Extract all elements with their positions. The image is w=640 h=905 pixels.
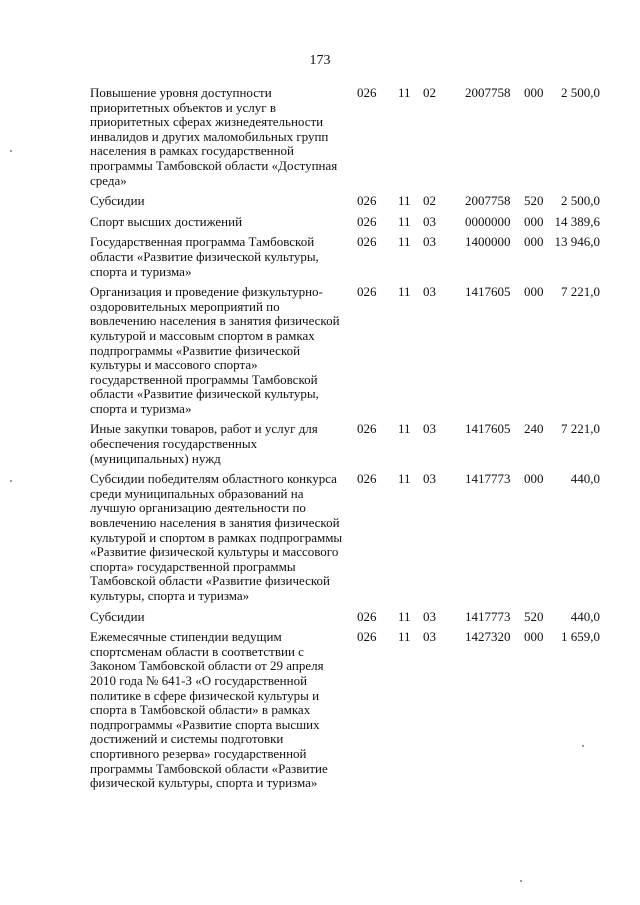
row-department-code: 026 <box>357 284 377 300</box>
row-name: Спорт высших достижений <box>90 213 243 229</box>
row-expense-type-code: 000 <box>524 85 544 100</box>
row-expense-type-code: 520 <box>524 193 544 209</box>
row-name: Ежемесячные стипендии ведущим спортсменам области в соответствии с Законом Тамбовской области от 29 апреля 2010 года № 641-З «О государственной политике в сфере физической культуры и спорта в Тамбовской области» в рамках подпрограммы «Развитие спорта высших достижений и системы подготовки спортивного резерва» государственной программы Тамбовской области «Развитие физической культуры, спорта и туризма» <box>90 629 328 791</box>
row-amount: 7 221,0 <box>561 284 600 300</box>
row-subsection-code: 03 <box>423 471 436 487</box>
row-target-article-code: 1417773 <box>465 471 511 487</box>
row-name: Иные закупки товаров, работ и услуг для обеспечения государственных (муниципальных) нужд <box>90 421 318 466</box>
table-row <box>90 194 600 209</box>
row-department-code: 026 <box>357 85 377 100</box>
row-target-article-code: 1417605 <box>465 284 511 300</box>
table-row <box>90 610 600 625</box>
row-subsection-code: 03 <box>423 421 436 437</box>
row-subsection-code: 03 <box>423 284 436 300</box>
scan-speck <box>10 150 12 152</box>
row-name: Субсидии <box>90 193 145 209</box>
row-amount: 1 659,0 <box>561 629 600 645</box>
row-section-code: 11 <box>398 629 411 645</box>
table-row <box>90 285 600 416</box>
row-section-code: 11 <box>398 421 411 437</box>
row-section-code: 11 <box>398 284 411 300</box>
row-department-code: 026 <box>357 471 377 487</box>
row-amount: 440,0 <box>570 608 600 624</box>
row-expense-type-code: 000 <box>524 234 544 250</box>
row-subsection-code: 03 <box>423 629 436 645</box>
row-name: Повышение уровня доступности приоритетных объектов и услуг в приоритетных сферах жизнедеятельности инвалидов и других маломобильных групп населения в рамках государственной программы Тамбовской области «Доступная среда» <box>90 85 338 188</box>
row-expense-type-code: 000 <box>524 213 544 229</box>
budget-table <box>90 86 600 797</box>
row-target-article-code: 2007758 <box>465 193 511 209</box>
table-row <box>90 86 600 188</box>
row-target-article-code: 0000000 <box>465 213 511 229</box>
row-department-code: 026 <box>357 193 377 209</box>
row-expense-type-code: 520 <box>524 608 544 624</box>
row-expense-type-code: 000 <box>524 629 544 645</box>
table-row <box>90 472 600 603</box>
row-amount: 2 500,0 <box>561 193 600 209</box>
row-subsection-code: 03 <box>423 234 436 250</box>
row-amount: 14 389,6 <box>554 213 600 229</box>
row-amount: 13 946,0 <box>554 234 600 250</box>
scan-speck <box>10 480 12 482</box>
row-subsection-code: 02 <box>423 193 436 209</box>
row-section-code: 11 <box>398 85 411 100</box>
row-department-code: 026 <box>357 234 377 250</box>
table-row <box>90 422 600 466</box>
page-number: 173 <box>309 53 331 68</box>
row-subsection-code: 03 <box>423 608 436 624</box>
row-target-article-code: 1427320 <box>465 629 511 645</box>
row-section-code: 11 <box>398 193 411 209</box>
row-name: Государственная программа Тамбовской области «Развитие физической культуры, спорта и туризма» <box>90 234 319 279</box>
table-row <box>90 215 600 230</box>
row-amount: 7 221,0 <box>561 421 600 437</box>
row-target-article-code: 1417773 <box>465 608 511 624</box>
row-expense-type-code: 000 <box>524 284 544 300</box>
scan-speck <box>520 880 522 882</box>
table-row <box>90 630 600 791</box>
row-name: Субсидии победителям областного конкурса среди муниципальных образований на лучшую организацию деятельности по вовлечению населения в занятия физической культурой и спортом в рамках подпрограммы «Развитие физической культуры и массового спорта» государственной программы Тамбовской области «Развитие физической культуры, спорта и туризма» <box>90 471 343 603</box>
row-expense-type-code: 240 <box>524 421 544 437</box>
row-name: Субсидии <box>90 608 145 624</box>
scan-speck <box>582 745 584 747</box>
row-section-code: 11 <box>398 608 411 624</box>
row-expense-type-code: 000 <box>524 471 544 487</box>
row-department-code: 026 <box>357 421 377 437</box>
row-amount: 2 500,0 <box>561 85 600 100</box>
row-target-article-code: 1400000 <box>465 234 511 250</box>
table-row <box>90 235 600 279</box>
row-subsection-code: 02 <box>423 85 436 100</box>
row-subsection-code: 03 <box>423 213 436 229</box>
row-section-code: 11 <box>398 234 411 250</box>
row-section-code: 11 <box>398 471 411 487</box>
row-amount: 440,0 <box>570 471 600 487</box>
row-name: Организация и проведение физкультурно-оздоровительных мероприятий по вовлечению населения в занятия физической культурой и массовым спортом в рамках подпрограммы «Развитие физической культуры и массового спорта» государственной программы Тамбовской области «Развитие физической культуры, спорта и туризма» <box>90 284 340 416</box>
row-section-code: 11 <box>398 213 411 229</box>
row-target-article-code: 1417605 <box>465 421 511 437</box>
row-department-code: 026 <box>357 213 377 229</box>
row-department-code: 026 <box>357 608 377 624</box>
row-department-code: 026 <box>357 629 377 645</box>
row-target-article-code: 2007758 <box>465 85 511 100</box>
